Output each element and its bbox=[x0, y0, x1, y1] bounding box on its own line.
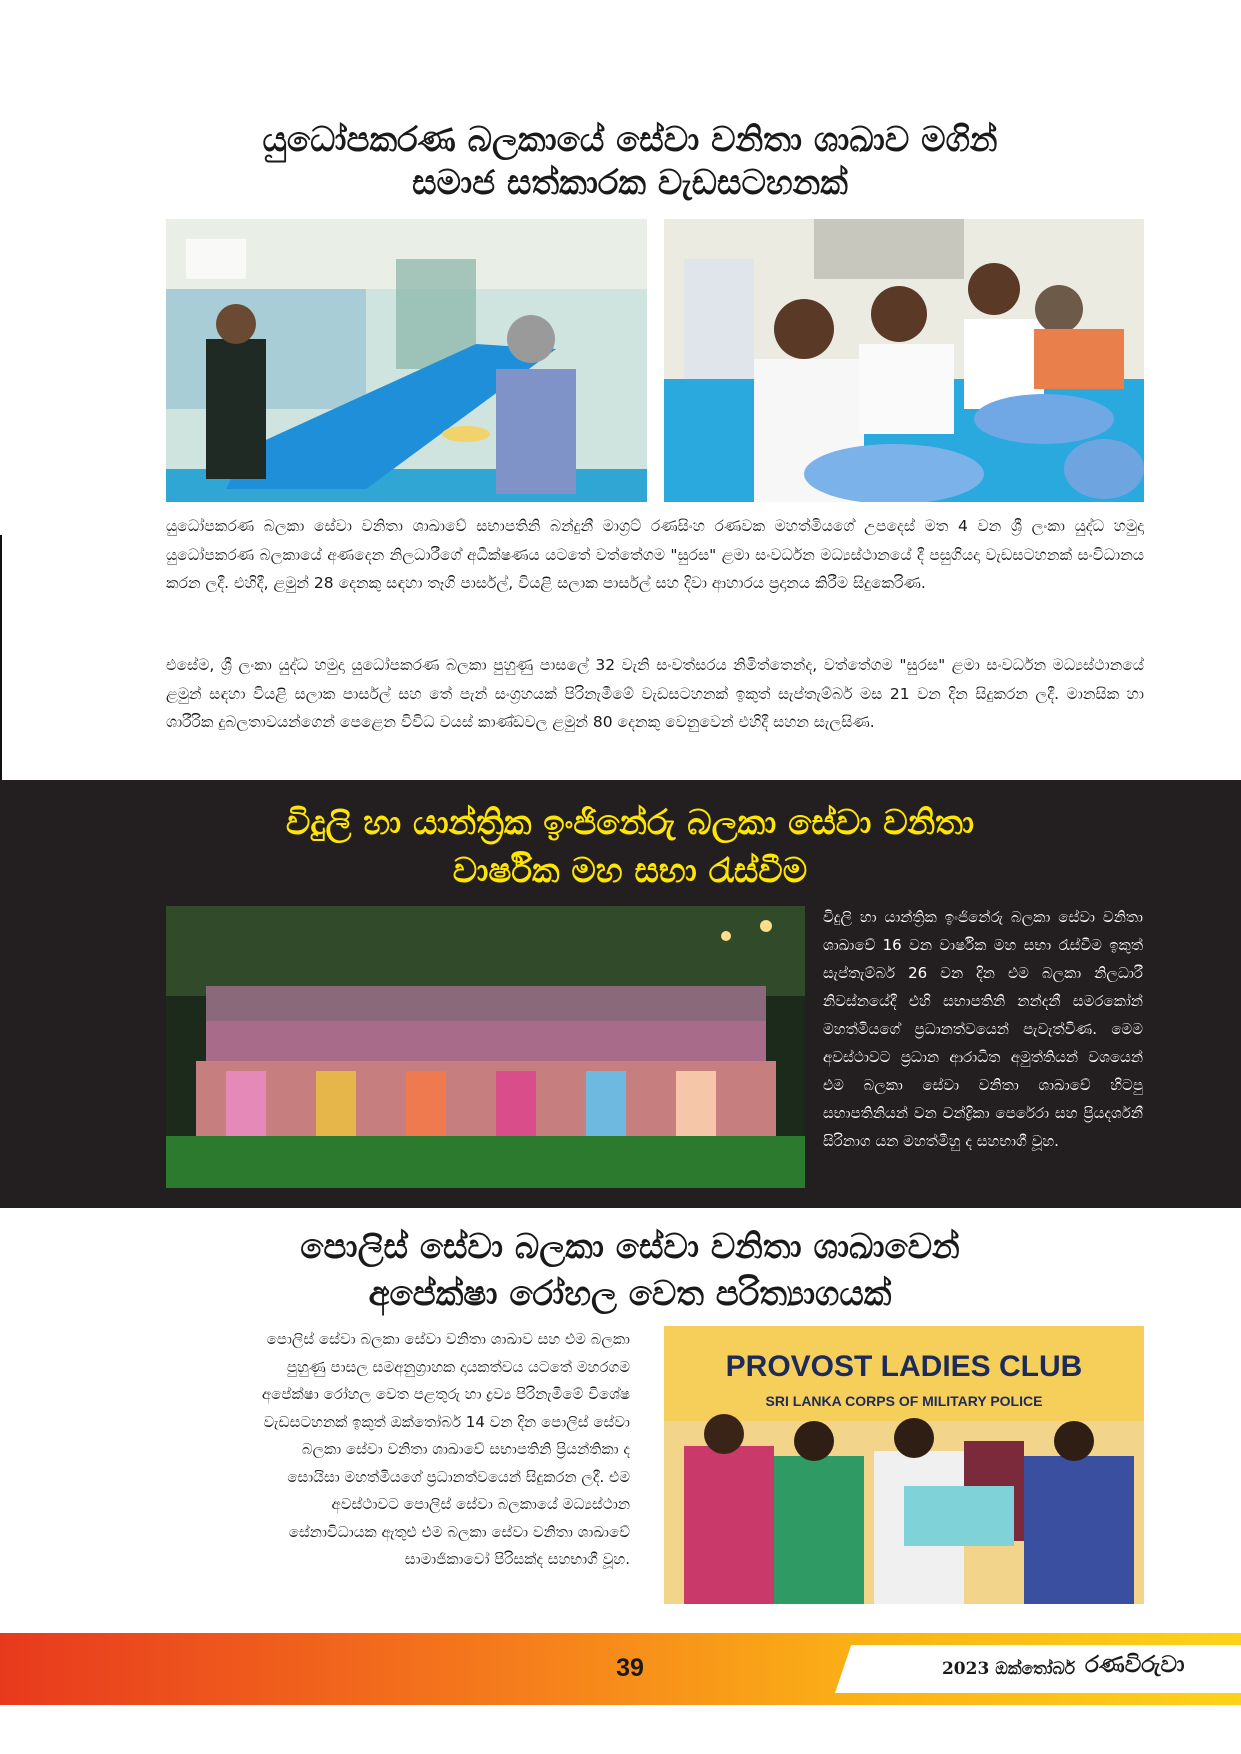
article3-headline-line2: අපේක්ෂා රෝහල වෙත පරිත්‍යාගයක් bbox=[368, 1274, 892, 1314]
article3-headline-line1: පොලිස් සේවා බලකා සේවා වනිතා ශාඛාවෙන් bbox=[300, 1227, 960, 1267]
article3-photo bbox=[664, 1326, 1144, 1604]
banner-text-line2: SRI LANKA CORPS OF MILITARY POLICE bbox=[765, 1393, 1043, 1409]
article1-paragraph1: යුධෝපකරණ බලකා සේවා වනිතා ශාඛාවේ සභාපතිනි බන්දුනී මාග්‍රට් රණසිංහ රණවක මහත්මියගේ උපදෙස් මත 4 වන ශ්‍රී ලංකා යුද්ධ හමුදා යුධෝපකරණ බලකායේ අණදෙන නිලධාරීගේ අධීක්ෂණය යටතේ වත්තේගම "සුරස" ළමා සංවර්ධන මධ්‍යස්ථානයේ දී පසුගියදා වැඩසටහනක් සංවිධානය කරන ලදී. එහිදී, ළමුන් 28 දෙනකු සඳහා තෑගි පාර්සල්, වියළි සලාක පාර්සල් සහ දිවා ආහාරය ප්‍රදානය කිරීම සිදුකෙරිණ. bbox=[166, 517, 1144, 592]
article1-photo-right bbox=[664, 219, 1144, 502]
article3-paragraph: පොලිස් සේවා බලකා සේවා වනිතා ශාඛාව සහ එම බලකා පුහුණු පාසල සමඅනුග්‍රාහක දායකත්වය යටතේ මහරගම අපේක්ෂා රෝහල වෙත පළතුරු හා ද්‍රව්‍ය පිරිනැමීමේ විශේෂ වැඩසටහනක් ඉකුත් ඔක්තෝබර් 14 වන දින පොලිස් සේවා බලකා සේවා වනිතා ශාඛාවේ සභාපතිනි ප්‍රියන්තිකා ද සොයිසා මහත්මියගේ ප්‍රධානත්වයෙන් සිදුකරන ලදී. එම අවස්ථාවට පොලිස් සේවා බලකායේ මධ්‍යස්ථාන සේනාවිධායක ඇතුළු එම බලකා සේවා වනිතා ශාඛාවේ සාමාජිකාවෝ පිරිසක්ද සහභාගී වූහ. bbox=[261, 1330, 630, 1568]
article1-photo-left bbox=[166, 219, 647, 502]
article2-group-photo bbox=[166, 906, 805, 1188]
article2-paragraph: විදුලි හා යාන්ත්‍රික ඉංජිනේරු බලකා සේවා වනිතා ශාඛාවේ 16 වන වාර්ෂික මහ සභා රැස්වීම ඉකුත් සැප්තැම්බර් 26 වන දින එම බලකා නිලධාරී නිවස්නයේදී එහි සභාපතිනි නන්දනී සමරකෝන් මහත්මියගේ ප්‍රධානත්වයෙන් පැවැත්විණ. මෙම අවස්ථාවට ප්‍රධාන ආරාධිත අමුත්තියන් වශයෙන් එම බලකා සේවා වනිතා ශාඛාවේ හිටපු සභාපතිනියන් වන චන්ද්‍රිකා පෙරේරා සහ ප්‍රියදර්ශනී සිරිනාග යන මහත්මීහු ද සහභාගී වූහ. bbox=[823, 908, 1143, 1150]
magazine-name: රණවිරුවා bbox=[1085, 1652, 1185, 1678]
article2-headline-line1: විදුලි හා යාන්ත්‍රික ඉංජිනේරු බලකා සේවා වනිතා bbox=[285, 803, 975, 843]
issue-date: 2023 ඔක්තෝබර් bbox=[941, 1659, 1075, 1679]
article1-paragraph2: එසේම, ශ්‍රී ලංකා යුද්ධ හමුදා යුධෝපකරණ බලකා පුහුණු පාසලේ 32 වැනි සංවත්සරය නිමිත්තෙන්ද, වත්තේගම "සුරස" ළමා සංවර්ධන මධ්‍යස්ථානයේ ළමුන් සඳහා වියළි සලාක පාර්සල් සහ තේ පැන් සංග්‍රහයක් පිරිනැමීමේ වැඩසටහනක් ඉකුත් සැප්තැම්බර් මස 21 වන දින සිදුකරන ලදී. මානසික හා ශාරීරික දුබලතාවයන්ගෙන් පෙළෙන විවිධ වයස් කාණ්ඩවල ළමුන් 80 දෙනකු වෙනුවෙන් එහිදී සහන සැලසිණ. bbox=[166, 656, 1144, 731]
page-number: 39 bbox=[616, 1654, 644, 1682]
margin-rule bbox=[0, 535, 2, 780]
article2-headline-line2: වාර්ෂික මහ සභා රැස්වීම bbox=[452, 851, 808, 891]
article1-headline-line1: යුධෝපකරණ බලකායේ සේවා වනිතා ශාඛාව මගින් bbox=[262, 120, 998, 160]
article1-headline-line2: සමාජ සත්කාරක වැඩසටහනක් bbox=[412, 163, 848, 203]
banner-text-line1: PROVOST LADIES CLUB bbox=[725, 1350, 1083, 1383]
